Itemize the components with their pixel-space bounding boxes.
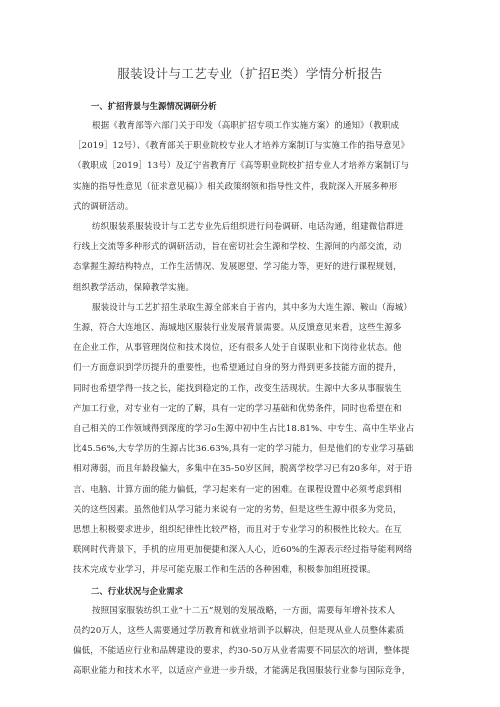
paragraph — [73, 601, 435, 682]
text-line: 产加工行业，对专业有一定的了解，具有一定的学习基础和优势条件，同时也希望在和 — [73, 403, 402, 414]
text-line: 生源，符合大连地区、海城地区服装行业发展背景需要。从反馈意见来看，这些生源多 — [73, 323, 402, 334]
text-line: 按照国家服装纺织工业“十二五”规划的发展战略，一方面，需要每年增补技术人 — [92, 605, 396, 616]
document-body — [73, 96, 435, 681]
text-line: 关的这些因素。虽然他们从学习能力来说有一定的劣势，但是这些生源中很多为党员， — [73, 504, 402, 515]
text-line: 式的调研活动。 — [73, 201, 134, 212]
text-line: 技术完成专业学习，并尽可能克服工作和生活的各种困难，积极参加组班授课。 — [73, 565, 376, 576]
text-line: 根据《教育部等六部门关于印发（高职扩招专项工作实施方案）的通知》（教职成 — [92, 121, 400, 131]
text-line: 实施的指导性意见（征求意见稿）》相关政策纲领和指导性文件，我院深入开展多种形 — [73, 181, 398, 192]
section-heading-1: 一、扩招背景与生源情况调研分析 — [91, 101, 217, 111]
text-line: 联网时代背景下，手机的应用更加便捷和深入人心，近60%的生源表示经过指导能利网络 — [73, 545, 413, 556]
text-line: 在企业工作，从事管理岗位和技术岗位，还有很多人处于自谋职业和下岗待业状态。他 — [73, 343, 402, 354]
text-line: 们一方面意识到学历提升的重要性，也希望通过自身的努力得到更多技能方面的提升， — [73, 363, 402, 374]
document-title: 服装设计与工艺专业（扩招E类）学情分析报告 — [117, 66, 383, 81]
text-line: 思想上积极要求进步，组织纪律性比较严格，而且对于专业学习的积极性比较大。在互 — [73, 525, 402, 536]
text-line: 同时也希望学得一技之长，能找到稳定的工作，改变生活现状。生源中大多从事服装生 — [73, 383, 402, 394]
text-line: 自己相关的工作领域得到深度的学习o生源中初中生占比18.81%、中专生、高中生毕业占 — [73, 424, 415, 435]
text-line: 高职业能力和技术水平，以适应产业进一步升级，才能满足我国服装行业参与国际竞争， — [73, 666, 411, 677]
text-line: 纺织服装系服装设计与工艺专业先后组织进行问卷调研、电话沟通，组建微信群进 — [92, 222, 404, 233]
text-line: 言、电脑、计算方面的能力偏低，学习起来有一定的困难。在课程设置中必须考虑到相 — [73, 484, 402, 495]
text-line: ［2019］12号）、《教育部关于职业院校专业人才培养方案制订与实施工作的指导意见》 — [73, 141, 410, 152]
text-line: 员约20万人，这些人需要通过学历教育和就业培训予以解决，但是现从业人员整体素质 — [73, 625, 405, 636]
text-line: 行线上交流等多种形式的调研活动，旨在密切社会生源和学校、生源间的内部交流，动 — [73, 242, 402, 253]
text-line: 偏低，不能适应行业和品牌建设的要求，约30-50万从业者需要不同层次的培训，整体提 — [73, 646, 410, 657]
text-line: 比45.56%,大专学历的生源占比36.63%,具有一定的学习能力，但是他们的专业学习基础 — [73, 444, 414, 455]
text-line: 态掌握生源结构特点，工作生活情况、发展愿望、学习能力等，更好的进行课程规划， — [73, 262, 402, 273]
paragraph — [73, 116, 435, 217]
paragraph — [73, 298, 435, 581]
text-line: 服装设计与工艺扩招生录取生源全部来自于省内，其中多为大连生源、鞍山（海城） — [92, 302, 413, 313]
section-heading-2: 二、行业状况与企业需求 — [91, 585, 184, 596]
text-line: 组织教学活动，保障教学实施。 — [73, 282, 195, 293]
text-line: 相对薄弱，而且年龄段偏大，多集中在35-50岁区间，脱离学校学习已有20多年，对于语 — [73, 464, 413, 475]
text-line: （教职成［2019］13号）及辽宁省教育厅《高等职业院校扩招专业人才培养方案制订与 — [73, 161, 410, 172]
paragraph — [73, 217, 435, 298]
